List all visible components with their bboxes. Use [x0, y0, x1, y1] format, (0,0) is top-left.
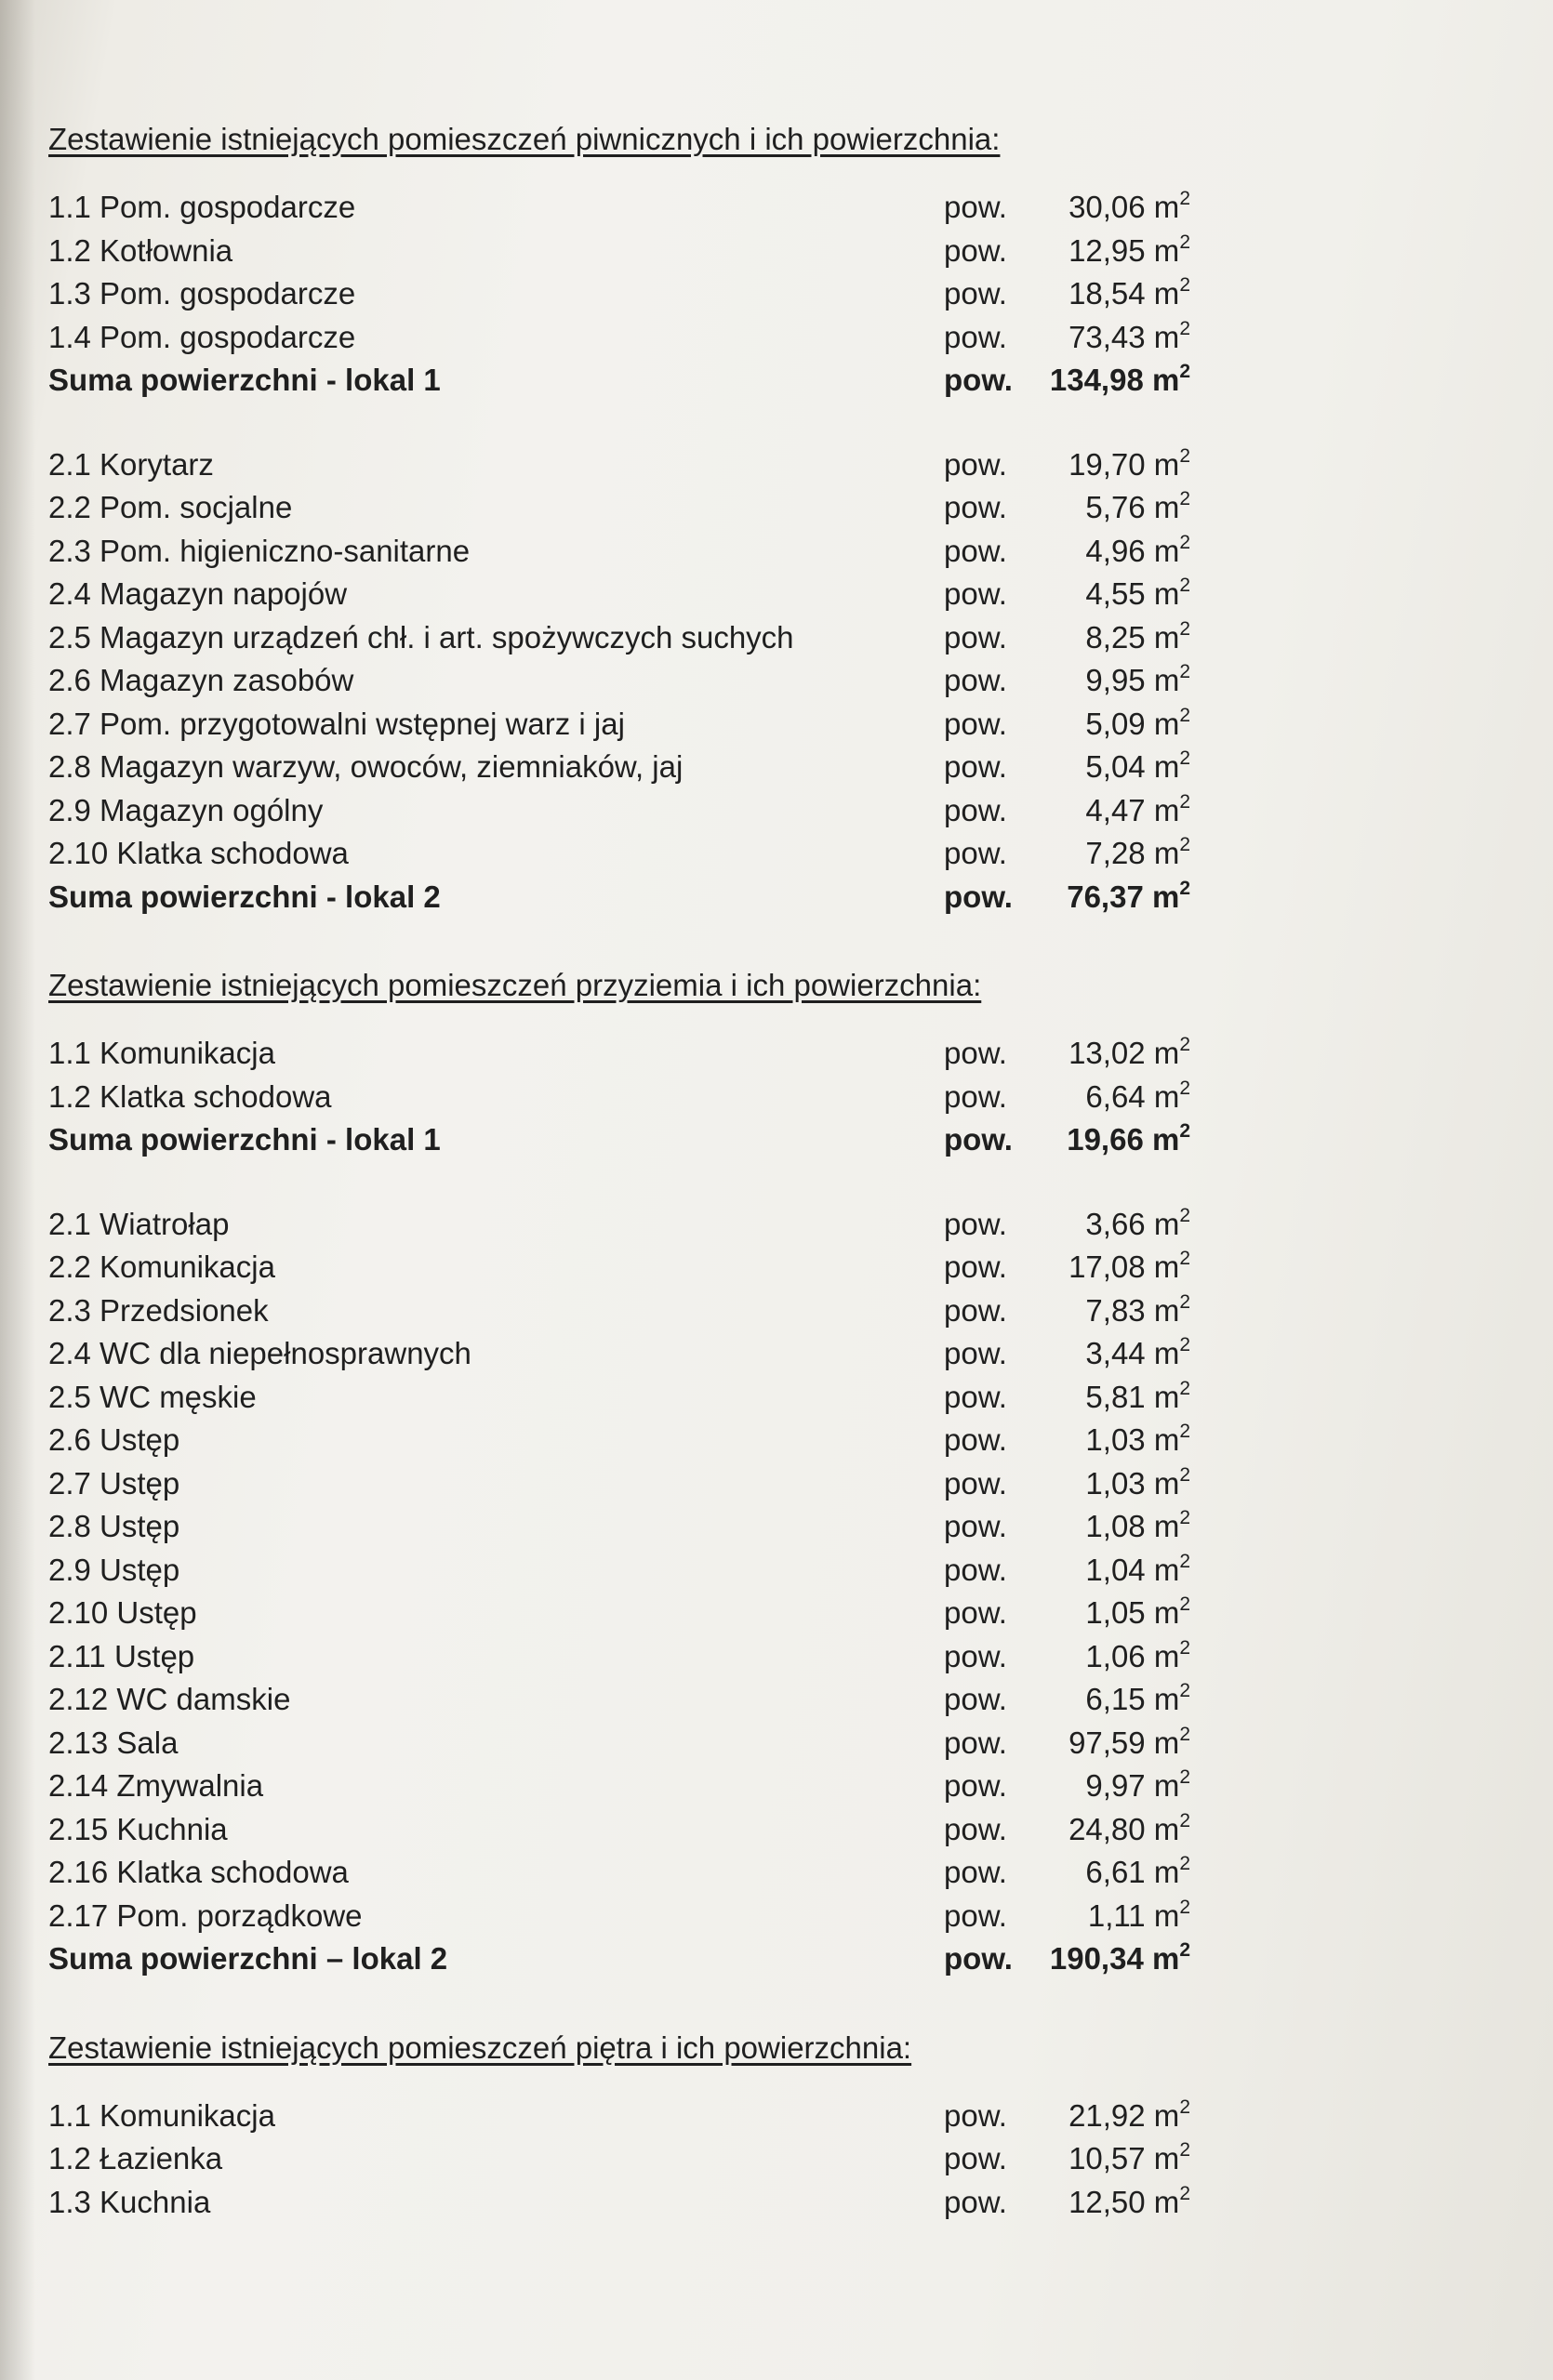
area-number: 9,95 m [1085, 663, 1180, 697]
area-value [1004, 2181, 1190, 2225]
area-number: 21,92 m [1069, 2097, 1180, 2133]
room-name: 2.9 Ustęp [48, 1552, 180, 1587]
area-value [1004, 1076, 1190, 1119]
pow-label: pow. [944, 1250, 1007, 1284]
room-name: 2.4 Magazyn napojów [48, 576, 348, 611]
room-row [28, 443, 1190, 487]
area-number: 10,57 m [1069, 2141, 1180, 2175]
pow-label: pow. [944, 190, 1007, 224]
area-unit-exponent: 2 [1179, 274, 1190, 296]
room-row [28, 1678, 1190, 1722]
room-group [28, 2095, 1190, 2225]
room-row [28, 1851, 1190, 1895]
area-value [1004, 2137, 1190, 2181]
room-row [28, 1592, 1190, 1635]
area-value [1004, 1505, 1190, 1549]
pow-label: pow. [944, 836, 1007, 870]
total-label: Suma powierzchni – lokal 2 [48, 1941, 448, 1976]
area-unit-exponent: 2 [1179, 1463, 1190, 1486]
area-value [1004, 1032, 1190, 1076]
area-value [1004, 1678, 1190, 1722]
room-row [28, 616, 1190, 660]
pow-label: pow. [944, 1682, 1007, 1716]
area-unit-exponent: 2 [1179, 1377, 1190, 1399]
area-value [1004, 316, 1190, 360]
room-name: 2.1 Wiatrołap [48, 1206, 230, 1241]
area-value [1004, 746, 1190, 789]
room-row [28, 272, 1190, 316]
room-name: 2.4 WC dla niepełnosprawnych [48, 1336, 471, 1370]
area-value [1004, 530, 1190, 574]
area-number: 17,08 m [1069, 1250, 1180, 1284]
room-name: 2.12 WC damskie [48, 1682, 291, 1716]
room-name: 2.2 Komunikacja [48, 1250, 275, 1284]
area-value [1004, 272, 1190, 316]
room-name: 1.2 Kotłownia [48, 232, 233, 268]
pow-label: pow. [944, 1078, 1007, 1114]
room-row [28, 789, 1190, 833]
pow-label: pow. [944, 619, 1007, 654]
area-unit-exponent: 2 [1179, 1507, 1190, 1528]
area-unit-exponent: 2 [1179, 2182, 1190, 2204]
section-heading: Zestawienie istniejących pomieszczeń przyziemia i ich powierzchnia: [48, 968, 982, 1002]
room-name: 2.10 Ustęp [48, 1595, 197, 1630]
area-value [1004, 573, 1190, 616]
pow-label: pow. [944, 879, 1013, 914]
pow-label: pow. [944, 1379, 1007, 1414]
area-value [1004, 486, 1190, 530]
total-row [28, 359, 1190, 403]
total-row [28, 876, 1190, 919]
area-number: 7,28 m [1085, 836, 1180, 870]
section-heading: Zestawienie istniejących pomieszczeń piętra i ich powierzchnia: [48, 2030, 912, 2065]
area-unit-exponent: 2 [1179, 1636, 1190, 1659]
pow-label: pow. [944, 576, 1007, 611]
pow-label: pow. [944, 1206, 1007, 1241]
room-name: 2.6 Ustęp [48, 1422, 180, 1457]
room-row [28, 1289, 1190, 1333]
room-name: 1.2 Łazienka [48, 2141, 223, 2175]
pow-label: pow. [944, 1336, 1007, 1370]
area-number: 9,97 m [1085, 1768, 1180, 1803]
room-row [28, 1419, 1190, 1462]
pow-label: pow. [944, 1941, 1013, 1976]
area-unit-exponent: 2 [1179, 188, 1190, 209]
area-number: 4,55 m [1085, 576, 1180, 611]
room-row [28, 1505, 1190, 1549]
room-schedule-section [28, 967, 1190, 1981]
pow-label: pow. [944, 1122, 1013, 1157]
area-unit-exponent: 2 [1179, 1939, 1190, 1961]
room-row [28, 1462, 1190, 1506]
area-number: 6,64 m [1085, 1078, 1180, 1114]
room-row [28, 1765, 1190, 1808]
pow-label: pow. [944, 363, 1013, 397]
area-number: 5,81 m [1085, 1379, 1180, 1414]
room-name: 2.6 Magazyn zasobów [48, 663, 354, 697]
room-name: 1.3 Pom. gospodarcze [48, 276, 356, 311]
area-number: 5,09 m [1085, 706, 1180, 741]
room-row [28, 1635, 1190, 1679]
area-unit-exponent: 2 [1179, 1896, 1190, 1918]
area-number: 97,59 m [1069, 1725, 1180, 1760]
area-number: 3,44 m [1085, 1336, 1180, 1370]
room-row [28, 530, 1190, 574]
pow-label: pow. [944, 276, 1007, 311]
area-number: 7,83 m [1085, 1292, 1180, 1328]
area-value [1004, 230, 1190, 273]
area-number: 1,04 m [1085, 1552, 1180, 1587]
area-number: 76,37 m [1067, 879, 1180, 914]
area-unit-exponent: 2 [1179, 1853, 1190, 1874]
area-number: 6,15 m [1085, 1682, 1180, 1716]
area-unit-exponent: 2 [1179, 661, 1190, 682]
area-value [1004, 1937, 1190, 1981]
area-number: 6,61 m [1085, 1855, 1180, 1889]
area-unit-exponent: 2 [1179, 575, 1190, 596]
room-name: 2.2 Pom. socjalne [48, 490, 293, 524]
pow-label: pow. [944, 1509, 1007, 1543]
room-row [28, 2137, 1190, 2181]
room-group [28, 186, 1190, 403]
room-name: 2.5 WC męskie [48, 1379, 257, 1414]
area-unit-exponent: 2 [1179, 1034, 1190, 1055]
pow-label: pow. [944, 792, 1007, 827]
area-number: 190,34 m [1049, 1941, 1180, 1976]
pow-label: pow. [944, 1725, 1007, 1760]
area-value [1004, 1635, 1190, 1679]
area-value [1004, 1462, 1190, 1506]
pow-label: pow. [944, 663, 1007, 697]
area-value [1004, 1118, 1190, 1162]
area-unit-exponent: 2 [1179, 704, 1190, 726]
room-name: 2.7 Ustęp [48, 1465, 180, 1501]
room-name: 2.11 Ustęp [48, 1638, 195, 1673]
room-name: 2.1 Korytarz [48, 446, 214, 482]
area-unit-exponent: 2 [1179, 877, 1190, 899]
area-number: 13,02 m [1069, 1036, 1180, 1070]
pow-label: pow. [944, 1465, 1007, 1501]
area-unit-exponent: 2 [1179, 747, 1190, 769]
area-unit-exponent: 2 [1179, 1550, 1190, 1572]
room-row [28, 2095, 1190, 2138]
pow-label: pow. [944, 1552, 1007, 1587]
area-value [1004, 1851, 1190, 1895]
total-row [28, 1118, 1190, 1162]
area-number: 12,95 m [1069, 232, 1180, 268]
area-unit-exponent: 2 [1179, 1723, 1190, 1745]
area-value [1004, 2095, 1190, 2138]
room-row [28, 573, 1190, 616]
room-row [28, 186, 1190, 230]
total-label: Suma powierzchni - lokal 1 [48, 363, 441, 397]
area-number: 1,08 m [1085, 1509, 1180, 1543]
area-value [1004, 1765, 1190, 1808]
pow-label: pow. [944, 706, 1007, 741]
area-value [1004, 876, 1190, 919]
total-row [28, 1937, 1190, 1981]
area-number: 73,43 m [1069, 319, 1180, 354]
area-value [1004, 1332, 1190, 1376]
room-row [28, 1376, 1190, 1420]
pow-label: pow. [944, 319, 1007, 354]
area-value [1004, 1203, 1190, 1247]
area-unit-exponent: 2 [1179, 1593, 1190, 1615]
area-unit-exponent: 2 [1179, 231, 1190, 253]
room-name: 1.1 Komunikacja [48, 2097, 275, 2133]
room-row [28, 659, 1190, 703]
room-name: 2.8 Magazyn warzyw, owoców, ziemniaków, jaj [48, 749, 684, 784]
room-name: 2.13 Sala [48, 1725, 179, 1760]
area-value [1004, 1246, 1190, 1289]
area-value [1004, 186, 1190, 230]
room-name: 2.10 Klatka schodowa [48, 836, 349, 870]
area-number: 30,06 m [1069, 190, 1180, 224]
area-unit-exponent: 2 [1179, 1334, 1190, 1355]
room-name: 1.1 Komunikacja [48, 1036, 275, 1070]
room-name: 2.3 Przedsionek [48, 1292, 269, 1328]
room-row [28, 746, 1190, 789]
area-unit-exponent: 2 [1179, 1077, 1190, 1099]
room-name: 2.16 Klatka schodowa [48, 1855, 349, 1889]
area-value [1004, 1592, 1190, 1635]
room-name: 2.8 Ustęp [48, 1509, 180, 1543]
room-row [28, 1722, 1190, 1765]
area-unit-exponent: 2 [1179, 617, 1190, 640]
area-value [1004, 1722, 1190, 1765]
area-number: 5,76 m [1085, 490, 1180, 524]
area-number: 1,03 m [1085, 1422, 1180, 1457]
area-number: 1,06 m [1085, 1638, 1180, 1673]
area-number: 19,70 m [1069, 446, 1180, 482]
area-value [1004, 443, 1190, 487]
area-unit-exponent: 2 [1179, 1766, 1190, 1788]
area-value [1004, 659, 1190, 703]
room-name: 1.4 Pom. gospodarcze [48, 319, 356, 354]
area-number: 1,11 m [1087, 1897, 1180, 1933]
pow-label: pow. [944, 2097, 1007, 2133]
area-number: 3,66 m [1085, 1206, 1180, 1241]
area-value [1004, 1808, 1190, 1852]
room-name: 2.9 Magazyn ogólny [48, 792, 324, 827]
room-group [28, 443, 1190, 919]
area-number: 8,25 m [1085, 619, 1180, 654]
pow-label: pow. [944, 749, 1007, 784]
room-schedule-section [28, 121, 1190, 919]
pow-label: pow. [944, 490, 1007, 524]
area-value [1004, 1419, 1190, 1462]
room-name: 1.3 Kuchnia [48, 2184, 211, 2219]
room-row [28, 2181, 1190, 2225]
area-number: 1,03 m [1085, 1465, 1180, 1501]
room-row [28, 1076, 1190, 1119]
pow-label: pow. [944, 2141, 1007, 2175]
area-number: 5,04 m [1085, 749, 1180, 784]
room-row [28, 1203, 1190, 1247]
area-unit-exponent: 2 [1179, 1204, 1190, 1226]
room-row [28, 1549, 1190, 1593]
area-unit-exponent: 2 [1179, 531, 1190, 553]
area-unit-exponent: 2 [1179, 1680, 1190, 1701]
pow-label: pow. [944, 1855, 1007, 1889]
area-number: 12,50 m [1069, 2184, 1180, 2219]
area-unit-exponent: 2 [1179, 834, 1190, 855]
room-name: 2.7 Pom. przygotowalni wstępnej warz i jaj [48, 706, 625, 741]
room-row [28, 1332, 1190, 1376]
document-content [28, 121, 1190, 2272]
room-name: 1.1 Pom. gospodarcze [48, 190, 356, 224]
area-value [1004, 359, 1190, 403]
area-value [1004, 616, 1190, 660]
area-number: 24,80 m [1069, 1811, 1180, 1846]
pow-label: pow. [944, 1768, 1007, 1803]
total-label: Suma powierzchni - lokal 1 [48, 1122, 441, 1157]
room-schedule-section [28, 2030, 1190, 2225]
room-group [28, 1032, 1190, 1162]
room-row [28, 486, 1190, 530]
area-number: 19,66 m [1067, 1122, 1180, 1157]
room-name: 2.5 Magazyn urządzeń chł. i art. spożywczych suchych [48, 619, 794, 654]
pow-label: pow. [944, 1638, 1007, 1673]
area-unit-exponent: 2 [1179, 790, 1190, 813]
area-unit-exponent: 2 [1179, 488, 1190, 509]
room-row [28, 1808, 1190, 1852]
room-row [28, 230, 1190, 273]
room-row [28, 1895, 1190, 1938]
pow-label: pow. [944, 232, 1007, 268]
area-unit-exponent: 2 [1179, 317, 1190, 339]
area-value [1004, 1376, 1190, 1420]
room-row [28, 1032, 1190, 1076]
area-number: 4,96 m [1085, 533, 1180, 568]
area-unit-exponent: 2 [1179, 361, 1190, 382]
area-value [1004, 703, 1190, 747]
pow-label: pow. [944, 1595, 1007, 1630]
area-number: 134,98 m [1049, 363, 1180, 397]
pow-label: pow. [944, 1897, 1007, 1933]
room-name: 2.3 Pom. higieniczno-sanitarne [48, 533, 471, 568]
area-value [1004, 832, 1190, 876]
room-name: 1.2 Klatka schodowa [48, 1078, 332, 1114]
area-value [1004, 1289, 1190, 1333]
area-unit-exponent: 2 [1179, 1120, 1190, 1142]
area-value [1004, 789, 1190, 833]
area-value [1004, 1895, 1190, 1938]
pow-label: pow. [944, 1292, 1007, 1328]
area-number: 1,05 m [1085, 1595, 1180, 1630]
pow-label: pow. [944, 1036, 1007, 1070]
room-name: 2.17 Pom. porządkowe [48, 1897, 363, 1933]
section-heading: Zestawienie istniejących pomieszczeń piwnicznych i ich powierzchnia: [48, 122, 1001, 156]
area-unit-exponent: 2 [1179, 2139, 1190, 2161]
room-row [28, 703, 1190, 747]
room-name: 2.15 Kuchnia [48, 1811, 228, 1846]
room-name: 2.14 Zmywalnia [48, 1768, 264, 1803]
room-row [28, 316, 1190, 360]
total-label: Suma powierzchni - lokal 2 [48, 879, 441, 914]
room-group [28, 1203, 1190, 1981]
area-unit-exponent: 2 [1179, 1248, 1190, 1269]
pow-label: pow. [944, 1422, 1007, 1457]
area-number: 4,47 m [1085, 792, 1180, 827]
pow-label: pow. [944, 533, 1007, 568]
area-value [1004, 1549, 1190, 1593]
room-row [28, 832, 1190, 876]
area-unit-exponent: 2 [1179, 1421, 1190, 1442]
pow-label: pow. [944, 2184, 1007, 2219]
area-unit-exponent: 2 [1179, 1290, 1190, 1313]
pow-label: pow. [944, 1811, 1007, 1846]
area-unit-exponent: 2 [1179, 2096, 1190, 2118]
area-unit-exponent: 2 [1179, 1809, 1190, 1831]
pow-label: pow. [944, 446, 1007, 482]
area-number: 18,54 m [1069, 276, 1180, 311]
room-row [28, 1246, 1190, 1289]
area-unit-exponent: 2 [1179, 444, 1190, 467]
